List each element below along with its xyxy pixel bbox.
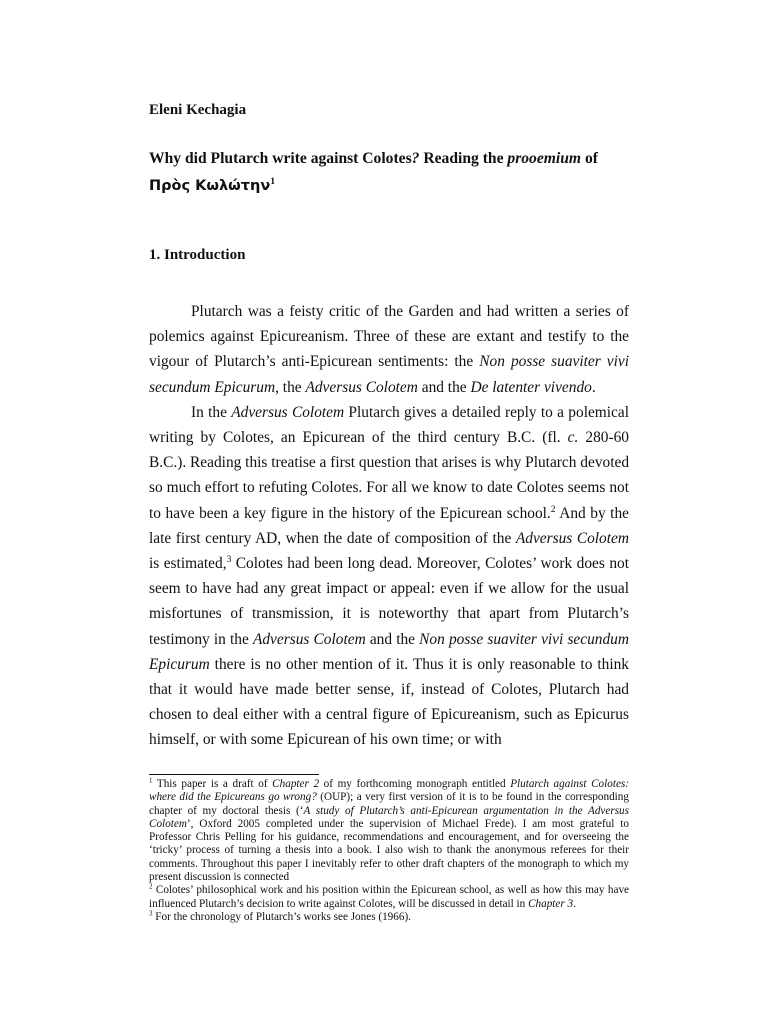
text-run: 280-60 B.C.). Reading this treatise a first question that arises is why Plutarch devoted so much effort to refuting Colotes. For all we know to date Colotes seems not to have been a key figure in the history of the Epicurean school. [149,429,630,522]
footnote-separator [149,774,319,775]
italic-run: c. [567,429,579,447]
italic-run: A study of Plutarch’s anti-Epicurean argumentation in the Adversus Colotem [149,804,630,830]
title-greek: Πρὸς Κωλώτην [149,178,271,194]
text-run: there is no other mention of it. Thus it is only reasonable to think that it would have made better sense, if, instead of Colotes, Plutarch had chosen to deal either with a central figure of Epicureanism, such as Epicurus himself, or with some Epicurean of his own time; or with [149,655,629,749]
italic-run: Chapter 3 [528,897,574,910]
text-run: . [591,378,596,396]
title-prooemium: prooemium [507,150,582,167]
italic-run: Chapter 2 [272,778,320,790]
text-run: of my forthcoming monograph entitled [319,778,511,790]
text-run: and the [417,378,471,396]
italic-run: Adversus Colotem [252,630,366,648]
footnotes [149,778,629,924]
text-run: Plutarch gives a detailed reply to a polemical writing by Colotes, an Epicurean of the third century B.C. (fl. [149,403,629,447]
footnote-number: 2 [149,882,153,891]
text-run: This paper is a draft of [152,778,273,790]
italic-run: Non posse suaviter vivi secundum Epicurum, [149,353,629,396]
text-run: And by the late first century AD, when the date of composition of the [149,504,629,547]
title-part-2: Reading the [419,150,508,167]
text-run: In the [191,403,232,421]
italic-run: Adversus Colotem [515,529,629,547]
title-question-mark: ? [411,150,420,167]
italic-run: Plutarch against Colotes: where did the Epicureans go wrong? [149,778,630,804]
footnote-2 [149,884,629,911]
text-run: Plutarch was a feisty critic of the Garden and had written a series of polemics against Epicureanism. Three of these are extant and testify to the vigour of Plutarch’s anti-Epicurean sentiments: the [149,303,629,371]
text-run: and the [365,630,420,648]
title-part-3: of [581,150,598,167]
text-run: . [573,897,576,910]
footnote-number: 1 [149,776,153,785]
footnote-3 [149,911,629,924]
italic-run: Adversus Colotem [305,378,418,396]
body-text [149,299,629,753]
title-part-1: Why did Plutarch write against Colotes [149,150,412,167]
section-heading: 1. Introduction [149,247,246,263]
text-run: the [278,378,306,396]
italic-run: Non posse suaviter vivi secundum Epicurum [149,630,629,673]
text-run: ’, Oxford 2005 completed under the supervision of Michael Frede). I am most grateful to Professor Chris Pelling for his guidance, recommendations and encouragement, and for overseeing the ‘tricky’ process of turning a thesis into a book. I also wish to thank the anonymous referees for their comments. Throughout this paper I inevitably refer to other draft chapters of the monograph to which my present discussion is connected [149,817,629,884]
paper-title [149,145,629,200]
text-run: For the chronology of Plutarch’s works see Jones (1966). [152,910,411,923]
text-run: is estimated, [149,555,227,573]
text-run: Colotes’ philosophical work and his position within the Epicurean school, as well as how this may have influenced Plutarch’s decision to write against Colotes, will be discussed in detail in [149,884,629,910]
author-name: Eleni Kechagia [149,102,247,118]
footnote-ref-1[interactable]: 1 [270,175,276,187]
paragraph-2 [149,400,629,753]
paragraph-1 [149,299,629,400]
italic-run: De latenter vivendo [470,378,592,396]
text-run: Colotes had been long dead. Moreover, Colotes’ work does not seem to have had any great impact or appeal: even if we allow for the usual misfortunes of transmission, it is noteworthy that apart from Plutarch’s testimony in the [149,555,629,648]
footnote-number: 3 [149,909,153,918]
footnote-ref-2[interactable]: 2 [550,503,556,515]
italic-run: Adversus Colotem [231,403,345,421]
footnote-1 [149,778,629,884]
text-run: (OUP); a very first version of it is to be found in the corresponding chapter of my doctoral thesis (‘ [149,791,629,817]
footnote-ref-3[interactable]: 3 [226,553,232,565]
